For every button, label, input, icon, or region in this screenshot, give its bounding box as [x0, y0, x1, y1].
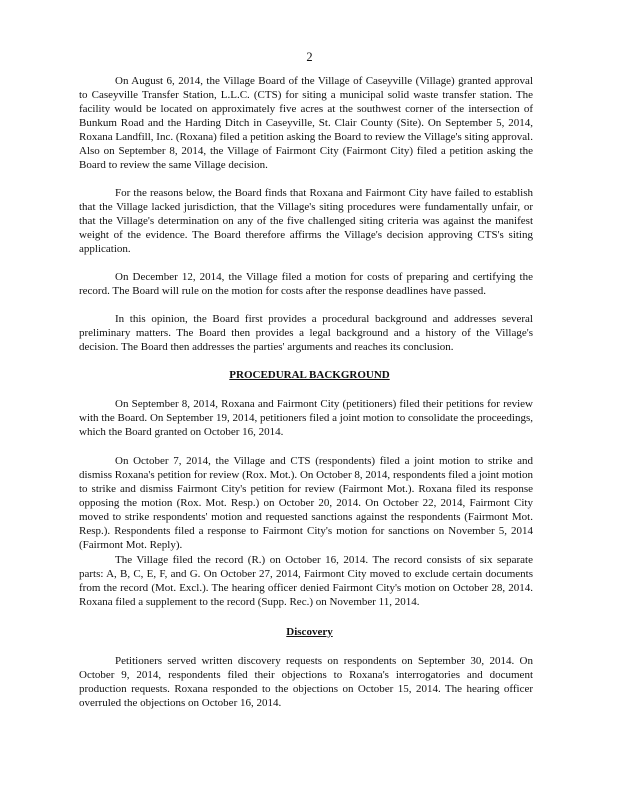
heading-procedural-background: PROCEDURAL BACKGROUND	[229, 369, 390, 381]
paragraph-discovery-requests	[79, 654, 533, 710]
paragraph-text: For the reasons below, the Board finds that Roxana and Fairmont City have failed to establish that the Village lacked jurisdiction, that the Village's siting procedures were fundamentally unfair, or that the Village's determination on any of the five challenged siting criteria was against the manifest weight of the evidence. The Board therefore affirms the Village's decision approving CTS's siting application.	[79, 187, 533, 255]
paragraph-motions-to-strike	[79, 454, 533, 552]
paragraph-board-findings	[79, 186, 533, 256]
paragraph-text: On August 6, 2014, the Village Board of the Village of Caseyville (Village) granted approval to Caseyville Transfer Station, L.L.C. (CTS) for siting a municipal solid waste transfer station. The facility would be located on approximately five acres at the southwest corner of the intersection of Bunkum Road and the Harding Ditch in Caseyville, St. Clair County (Site). On September 5, 2014, Roxana Landfill, Inc. (Roxana) filed a petition asking the Board to review the Village's siting approval. Also on September 8, 2014, the Village of Fairmont City (Fairmont City) filed a petition asking the Board to review the same Village decision.	[79, 75, 533, 171]
paragraph-record-filed	[79, 553, 533, 609]
page-number: 2	[306, 50, 313, 64]
paragraph-siting-approval	[79, 74, 533, 172]
paragraph-text: Petitioners served written discovery requests on respondents on September 30, 2014. On October 9, 2014, respondents filed their objections to Roxana's interrogatories and document production requests. Roxana responded to the objections on October 15, 2014. The hearing officer overruled the objections on October 16, 2014.	[79, 655, 533, 709]
paragraph-text: On December 12, 2014, the Village filed a motion for costs of preparing and certifying the record. The Board will rule on the motion for costs after the response deadlines have passed.	[79, 271, 533, 297]
paragraph-text: On October 7, 2014, the Village and CTS (respondents) filed a joint motion to strike and dismiss Roxana's petition for review (Rox. Mot.). On October 8, 2014, respondents filed a joint motion to strike and dismiss Fairmont City's petition for review (Fairmont Mot.). Roxana filed its response opposing the motion (Rox. Mot. Resp.) on October 20, 2014. On October 22, 2014, Fairmont City moved to strike respondents' motion and requested sanctions against the respondents (Fairmont Mot. Resp.). Respondents filed a response to Fairmont City's motion for sanctions on November 5, 2014 (Fairmont Mot. Reply).	[79, 455, 533, 551]
paragraph-text: In this opinion, the Board first provides a procedural background and addresses several preliminary matters. The Board then provides a legal background and a history of the Village's decision. The Board then addresses the parties' arguments and reaches its conclusion.	[79, 313, 533, 353]
paragraph-text: On September 8, 2014, Roxana and Fairmont City (petitioners) filed their petitions for review with the Board. On September 19, 2014, petitioners filed a joint motion to consolidate the proceedings, which the Board granted on October 16, 2014.	[79, 398, 533, 438]
paragraph-text: The Village filed the record (R.) on October 16, 2014. The record consists of six separate parts: A, B, C, E, F, and G. On October 27, 2014, Fairmont City moved to exclude certain documents from the record (Mot. Excl.). The hearing officer denied Fairmont City's motion on October 28, 2014. Roxana filed a supplement to the record (Supp. Rec.) on November 11, 2014.	[79, 554, 533, 608]
heading-discovery: Discovery	[286, 626, 333, 638]
paragraph-motion-for-costs	[79, 270, 533, 298]
paragraph-petitions-filed	[79, 397, 533, 439]
paragraph-opinion-outline	[79, 312, 533, 354]
